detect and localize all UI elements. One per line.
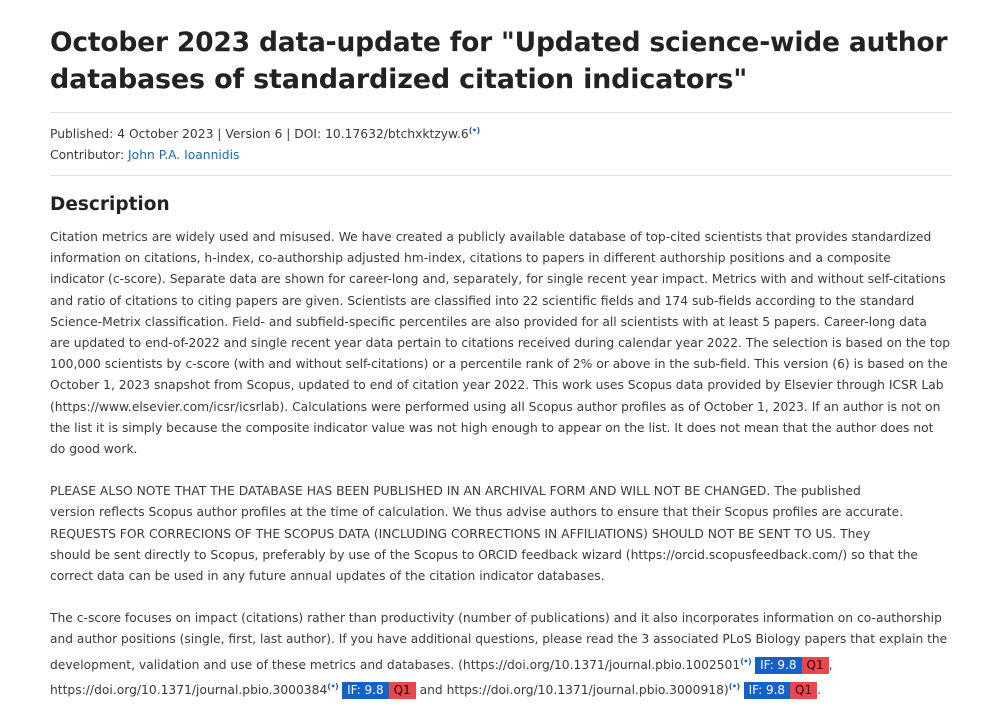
paragraph-line: PLEASE ALSO NOTE THAT THE DATABASE HAS BEEN PUBLISHED IN AN ARCHIVAL FORM AND WILL NOT BE CHANGED. The published <box>50 484 861 499</box>
paragraph-line: The c-score focuses on impact (citations) rather than productivity (number of publications) and it also incorporates information on co-authorship <box>50 611 942 626</box>
paragraph-line: information on citations, h-index, co-authorship adjusted hm-index, citations to papers in different authorship positions and a composite <box>50 251 891 266</box>
paragraph-line: and ratio of citations to citing papers are given. Scientists are classified into 22 scientific fields and 174 sub-fields according to the standard <box>50 293 915 308</box>
description-paragraph-2 <box>50 481 952 587</box>
paragraph-text: development, validation and use of these metrics and databases. (https://doi.org/10.1371/journal.pbio.1002501 <box>50 657 741 672</box>
dataset-meta <box>50 120 952 166</box>
paragraph-line: and author positions (single, first, last author). If you have additional questions, please read the 3 associated PLoS Biology papers that explain the <box>50 632 948 647</box>
title-line-1: October 2023 data-update for "Updated science-wide author <box>50 27 948 58</box>
journal-metrics-badge <box>755 657 829 674</box>
contributor-link[interactable]: John P.A. Ioannidis <box>128 148 240 162</box>
paragraph-line: Citation metrics are widely used and misused. We have created a publicly available database of top-cited scientists that provides standardized <box>50 230 932 244</box>
page-title <box>50 24 952 98</box>
journal-metrics-badge <box>744 682 818 699</box>
paragraph-line: (https://www.elsevier.com/icsr/icsrlab). Calculations were performed using all Scopus author profiles as of October 1, 2023. If an author is not on <box>50 399 941 414</box>
plumx-metrics-icon[interactable]: (•) <box>468 126 480 135</box>
quartile-badge: Q1 <box>790 682 817 699</box>
plumx-metrics-icon[interactable]: (•) <box>740 656 752 666</box>
paragraph-text: , <box>828 657 833 672</box>
dataset-page <box>50 24 952 701</box>
paragraph-line: 100,000 scientists by c-score (with and without self-citations) or a percentile rank of 2% or above in the sub-field. This version (6) is based on the <box>50 357 948 372</box>
paragraph-line <box>50 651 952 676</box>
paragraph-line <box>50 676 952 701</box>
paragraph-line: version reflects Scopus author profiles at the time of calculation. We thus advise authors to ensure that their Scopus profiles are accurate. <box>50 505 904 520</box>
impact-factor-badge: IF: 9.8 <box>755 657 801 674</box>
paragraph-text: . <box>817 682 822 697</box>
journal-metrics-badge <box>342 682 416 699</box>
plumx-metrics-icon[interactable]: (•) <box>728 681 740 691</box>
paragraph-line: are updated to end-of-2022 and single recent year data pertain to citations received during calendar year 2022. The selection is based on the top <box>50 336 951 351</box>
description-paragraph-3 <box>50 608 952 701</box>
paragraph-line: REQUESTS FOR CORRECIONS OF THE SCOPUS DATA (INCLUDING CORRECTIONS IN AFFILIATIONS) SHOULD NOT BE SENT TO US. They <box>50 526 871 541</box>
paragraph-line: do good work. <box>50 442 138 457</box>
impact-factor-badge: IF: 9.8 <box>744 682 790 699</box>
paragraph-line: correct data can be used in any future annual updates of the citation indicator databases. <box>50 569 605 584</box>
quartile-badge: Q1 <box>802 657 829 674</box>
impact-factor-badge: IF: 9.8 <box>342 682 388 699</box>
contributor-label: Contributor: <box>50 148 129 162</box>
paragraph-line: the list it is simply because the composite indicator value was not high enough to appear on the list. It does not mean that the author does not <box>50 420 934 435</box>
description-heading: Description <box>50 194 170 215</box>
plumx-metrics-icon[interactable]: (•) <box>327 681 339 691</box>
paragraph-text: and https://doi.org/10.1371/journal.pbio.3000918) <box>415 682 729 697</box>
title-line-2: databases of standardized citation indicators" <box>50 64 748 95</box>
description-paragraph-1 <box>50 227 952 460</box>
quartile-badge: Q1 <box>389 682 416 699</box>
paragraph-line: Science-Metrix classification. Field- and subfield-specific percentiles are also provided for all scientists with at least 5 papers. Career-long data <box>50 314 927 329</box>
publication-info <box>50 120 952 145</box>
published-text: Published: 4 October 2023 | Version 6 | DOI: 10.17632/btchxktzyw.6 <box>50 127 469 141</box>
paragraph-line: should be sent directly to Scopus, preferably by use of the Scopus to ORCID feedback wizard (https://orcid.scopusfeedback.com/) so that the <box>50 547 918 562</box>
paragraph-line: October 1, 2023 snapshot from Scopus, updated to end of citation year 2022. This work uses Scopus data provided by Elsevier through ICSR Lab <box>50 378 944 393</box>
paragraph-line: indicator (c-score). Separate data are shown for career-long and, separately, for single recent year impact. Metrics with and without self-citations <box>50 272 946 287</box>
meta-divider <box>50 175 952 176</box>
contributor-info <box>50 145 952 166</box>
paragraph-text: https://doi.org/10.1371/journal.pbio.3000384 <box>50 682 328 697</box>
title-divider <box>50 112 952 113</box>
